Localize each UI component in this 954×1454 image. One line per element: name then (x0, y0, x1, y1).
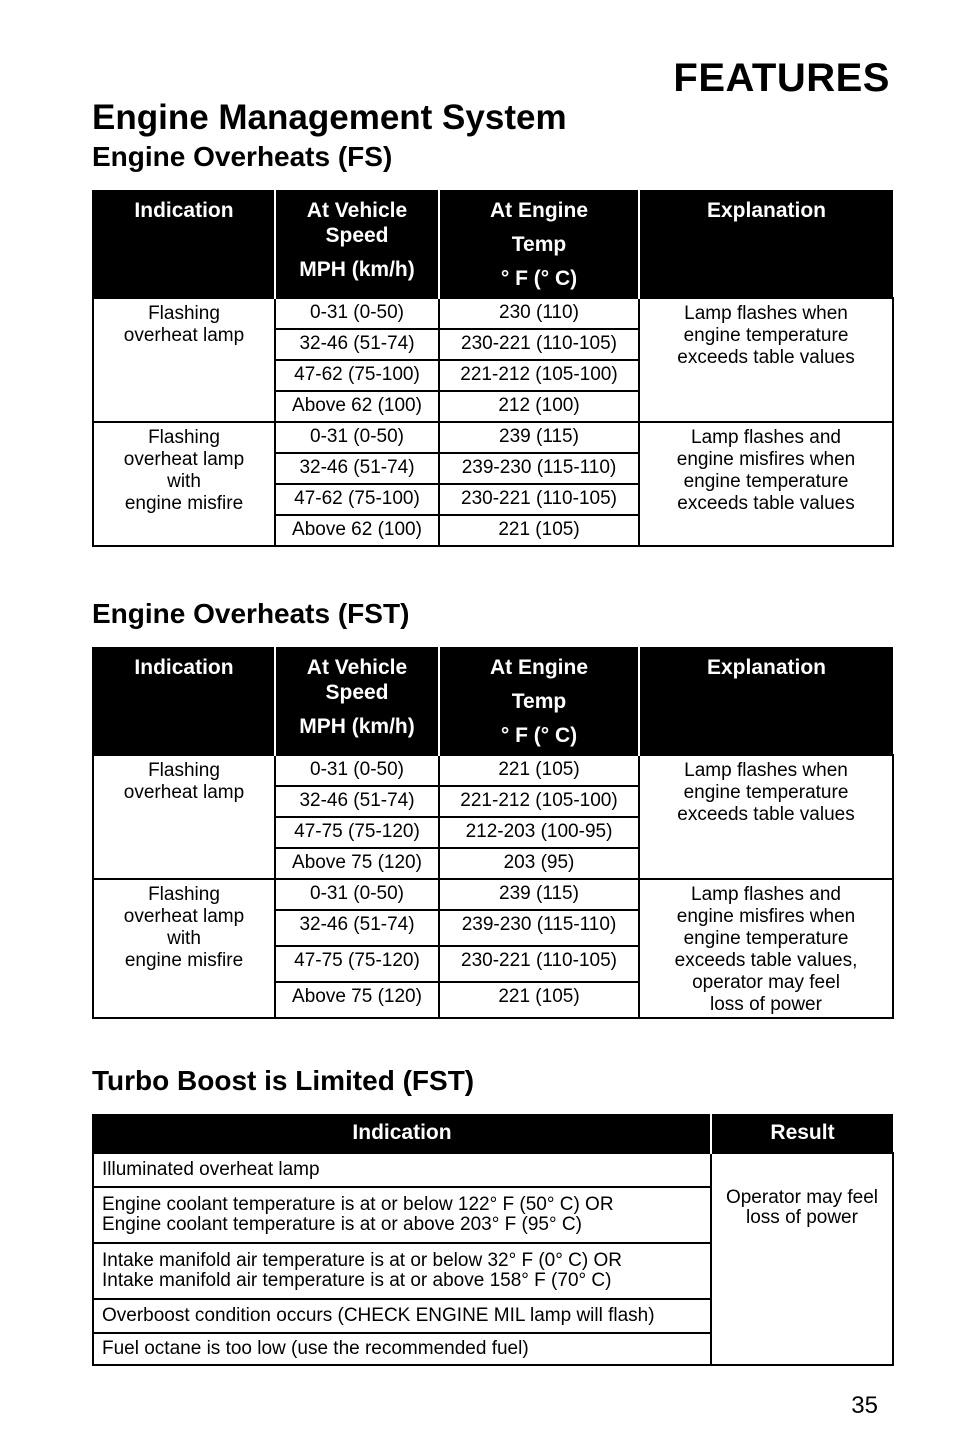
indication-cell: Flashing overheat lamp (93, 755, 275, 879)
engine-temp-cell: 203 (95) (439, 848, 639, 879)
vehicle-speed-cell: 32-46 (51-74) (275, 453, 439, 484)
indication-cell: Intake manifold air temperature is at or below 32° F (0° C) OR Intake manifold air temperature is at or above 158° F (70° C) (93, 1243, 711, 1299)
page-title: Engine Management System (92, 98, 567, 137)
vehicle-speed-cell: 0-31 (0-50) (275, 755, 439, 786)
indication-cell: Flashing overheat lamp with engine misfire (93, 879, 275, 1018)
vehicle-speed-cell: 47-75 (75-120) (275, 817, 439, 848)
explanation-cell: Lamp flashes when engine temperature exceeds table values (639, 298, 893, 422)
table-row (93, 422, 893, 453)
engine-temp-cell: 212-203 (100-95) (439, 817, 639, 848)
vehicle-speed-cell: 0-31 (0-50) (275, 422, 439, 453)
vehicle-speed-cell: Above 62 (100) (275, 515, 439, 546)
header-indication: Indication (93, 1114, 711, 1153)
indication-cell: Illuminated overheat lamp (93, 1153, 711, 1187)
header-indication: Indication (93, 190, 275, 298)
engine-temp-cell: 221 (105) (439, 515, 639, 546)
explanation-cell: Lamp flashes and engine misfires when engine temperature exceeds table values, operator may feel loss of power (639, 879, 893, 1018)
result-cell: Operator may feel loss of power (711, 1153, 893, 1365)
header-explanation: Explanation (639, 647, 893, 755)
vehicle-speed-cell: 0-31 (0-50) (275, 879, 439, 910)
vehicle-speed-cell: 32-46 (51-74) (275, 910, 439, 946)
turbo-table-title: Turbo Boost is Limited (FST) (92, 1065, 475, 1096)
fs-table-title: Engine Overheats (FS) (92, 141, 393, 172)
engine-temp-cell: 221-212 (105-100) (439, 360, 639, 391)
vehicle-speed-cell: Above 62 (100) (275, 391, 439, 422)
table-row (93, 755, 893, 786)
engine-temp-cell: 239 (115) (439, 879, 639, 910)
engine-temp-cell: 230-221 (110-105) (439, 484, 639, 515)
header-engine-temp: At Engine Temp ° F (° C) (439, 647, 639, 755)
header-vehicle-speed: At Vehicle Speed MPH (km/h) (275, 647, 439, 755)
explanation-cell: Lamp flashes when engine temperature exceeds table values (639, 755, 893, 879)
header-explanation: Explanation (639, 190, 893, 298)
header-engine-temp: At Engine Temp ° F (° C) (439, 190, 639, 298)
explanation-cell: Lamp flashes and engine misfires when engine temperature exceeds table values (639, 422, 893, 546)
indication-cell: Overboost condition occurs (CHECK ENGINE MIL lamp will flash) (93, 1299, 711, 1333)
engine-temp-cell: 212 (100) (439, 391, 639, 422)
engine-temp-cell: 239-230 (115-110) (439, 910, 639, 946)
header-vehicle-speed: At Vehicle Speed MPH (km/h) (275, 190, 439, 298)
indication-cell: Fuel octane is too low (use the recommended fuel) (93, 1333, 711, 1365)
indication-cell: Engine coolant temperature is at or below 122° F (50° C) OR Engine coolant temperature is at or above 203° F (95° C) (93, 1187, 711, 1243)
vehicle-speed-cell: 0-31 (0-50) (275, 298, 439, 329)
vehicle-speed-cell: Above 75 (120) (275, 848, 439, 879)
indication-cell: Flashing overheat lamp with engine misfire (93, 422, 275, 546)
table-row (93, 298, 893, 329)
table-row (93, 879, 893, 910)
engine-temp-cell: 221 (105) (439, 982, 639, 1018)
vehicle-speed-cell: 32-46 (51-74) (275, 329, 439, 360)
fs-overheat-table (92, 190, 894, 547)
header-result: Result (711, 1114, 893, 1153)
fst-table-title: Engine Overheats (FST) (92, 598, 410, 629)
vehicle-speed-cell: 47-62 (75-100) (275, 360, 439, 391)
indication-cell: Flashing overheat lamp (93, 298, 275, 422)
engine-temp-cell: 239 (115) (439, 422, 639, 453)
engine-temp-cell: 221 (105) (439, 755, 639, 786)
vehicle-speed-cell: 47-75 (75-120) (275, 946, 439, 982)
page-number: 35 (851, 1392, 878, 1419)
table-row (93, 1153, 893, 1187)
engine-temp-cell: 230-221 (110-105) (439, 329, 639, 360)
turbo-boost-table (92, 1114, 894, 1366)
engine-temp-cell: 230-221 (110-105) (439, 946, 639, 982)
engine-temp-cell: 239-230 (115-110) (439, 453, 639, 484)
vehicle-speed-cell: Above 75 (120) (275, 982, 439, 1018)
vehicle-speed-cell: 47-62 (75-100) (275, 484, 439, 515)
engine-temp-cell: 221-212 (105-100) (439, 786, 639, 817)
section-heading: FEATURES (673, 56, 890, 100)
header-indication: Indication (93, 647, 275, 755)
vehicle-speed-cell: 32-46 (51-74) (275, 786, 439, 817)
engine-temp-cell: 230 (110) (439, 298, 639, 329)
fst-overheat-table (92, 647, 894, 1019)
